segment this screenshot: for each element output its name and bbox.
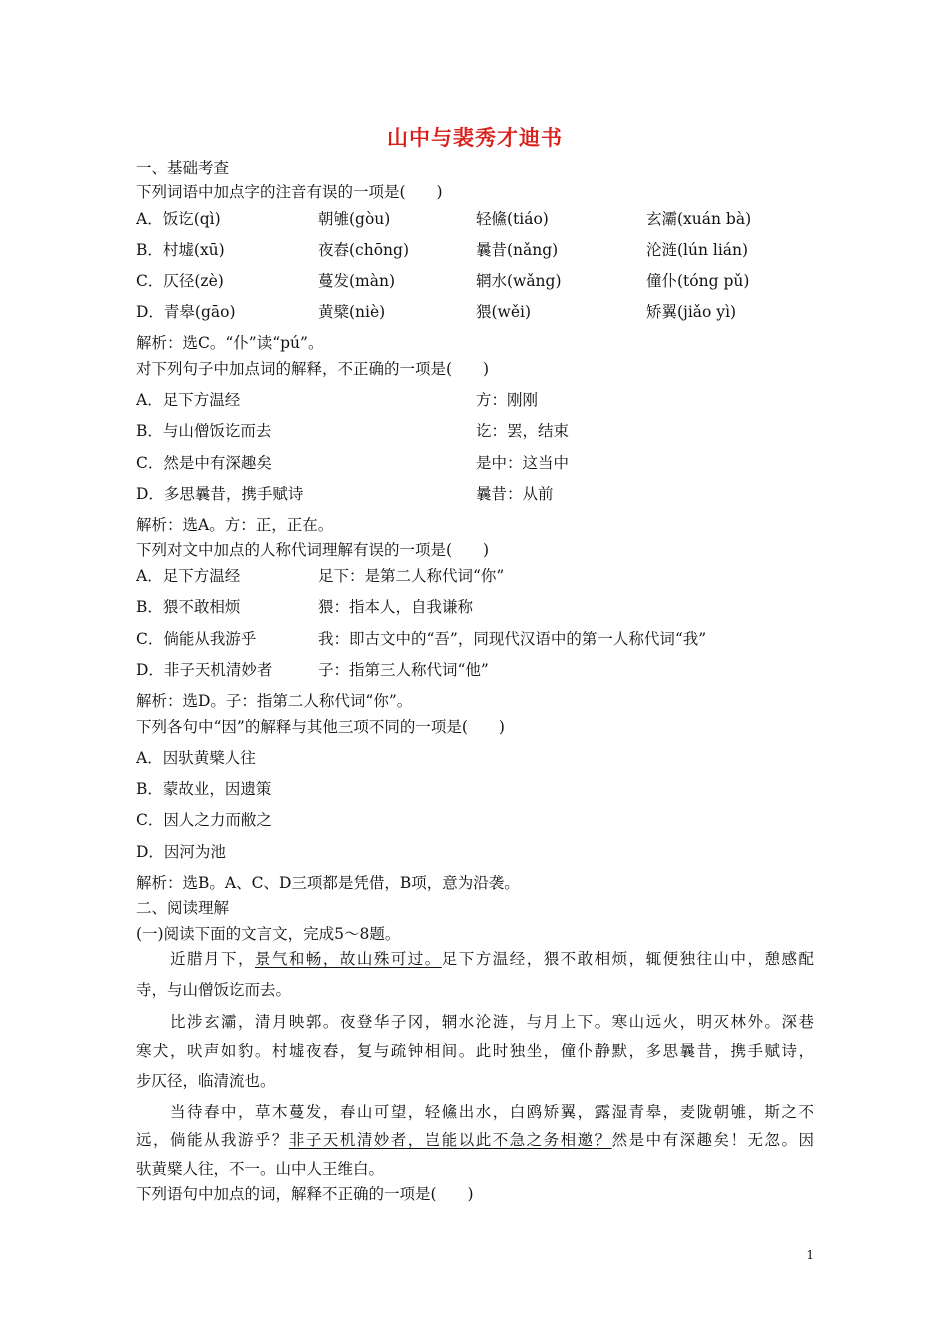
passage-line: 远，倘能从我游乎？非子天机清妙者，岂能以此不急之务相邀？然是中有深趣矣！无忽。因	[136, 1131, 814, 1149]
option-sentence: D．因河为池	[136, 843, 226, 861]
passage-line: 寺，与山僧饭讫而去。	[136, 981, 292, 999]
answer-explanation: 解析：选A。方：正，正在。	[136, 516, 334, 534]
option-cell: B．村墟(xū)	[136, 241, 225, 259]
option-gloss: 足下：是第二人称代词“你”	[318, 567, 505, 585]
option-sentence: B．蒙故业，因遗策	[136, 780, 272, 798]
passage-line: 寒犬，吠声如豹。村墟夜舂，复与疏钟相间。此时独坐，僮仆静默，多思曩昔，携手赋诗，	[136, 1042, 814, 1060]
option-sentence: A．因驮黄檗人往	[136, 749, 256, 767]
option-cell: 僮仆(tóng pǔ)	[646, 272, 750, 290]
option-gloss: 是中：这当中	[476, 454, 570, 472]
option-sentence: D．非子天机清妙者	[136, 661, 273, 679]
option-cell: 黄檗(niè)	[318, 303, 386, 321]
option-cell: 矫翼(jiǎo yì)	[646, 303, 737, 321]
option-sentence: A．足下方温经	[136, 391, 241, 409]
question-stem: 下列语句中加点的词，解释不正确的一项是( )	[136, 1185, 474, 1203]
option-sentence: D．多思曩昔，携手赋诗	[136, 485, 304, 503]
underlined-phrase: 非子天机清妙者，岂能以此不急之务相邀？	[288, 1131, 612, 1149]
option-gloss: 曩昔：从前	[476, 485, 554, 503]
option-cell: A．饭讫(qì)	[136, 210, 221, 228]
passage-line: 驮黄檗人往，不一。山中人王维白。	[136, 1160, 385, 1178]
option-gloss: 子：指第三人称代词“他”	[318, 661, 489, 679]
option-cell: 玄灞(xuán bà)	[646, 210, 752, 228]
answer-explanation: 解析：选D。子：指第二人称代词“你”。	[136, 692, 413, 710]
section-heading: 一、基础考查	[136, 159, 230, 177]
option-cell: 朝雊(gòu)	[318, 210, 391, 228]
option-cell: C．仄径(zè)	[136, 272, 224, 290]
option-sentence: B．与山僧饭讫而去	[136, 422, 272, 440]
option-gloss: 讫：罢，结束	[476, 422, 570, 440]
passage-line: 近腊月下，景气和畅，故山殊可过。足下方温经，猥不敢相烦，辄便独往山中，憩感配	[170, 950, 814, 968]
option-sentence: C．然是中有深趣矣	[136, 454, 272, 472]
option-cell: 猥(wěi)	[476, 303, 531, 321]
option-sentence: B．猥不敢相烦	[136, 598, 241, 616]
option-gloss: 方：刚刚	[476, 391, 539, 409]
option-cell: 轻鯈(tiáo)	[476, 210, 549, 228]
option-gloss: 我：即古文中的“吾”，同现代汉语中的第一人称代词“我”	[318, 630, 707, 648]
passage-line: 步仄径，临清流也。	[136, 1072, 276, 1090]
answer-explanation: 解析：选B。A、C、D三项都是凭借，B项，意为沿袭。	[136, 874, 520, 892]
answer-explanation: 解析：选C。“仆”读“pú”。	[136, 334, 324, 352]
passage-line: 当待春中，草木蔓发，春山可望，轻鯈出水，白鸥矫翼，露湿青皋，麦陇朝雊，斯之不	[170, 1103, 814, 1121]
underlined-phrase: 景气和畅，故山殊可过。	[254, 950, 442, 968]
question-stem: 下列各句中“因”的解释与其他三项不同的一项是( )	[136, 718, 505, 736]
option-cell: 辋水(wǎng)	[476, 272, 562, 290]
option-sentence: A．足下方温经	[136, 567, 241, 585]
question-stem: 下列词语中加点字的注音有误的一项是( )	[136, 183, 443, 201]
option-cell: 夜舂(chōng)	[318, 241, 409, 259]
option-sentence: C．倘能从我游乎	[136, 630, 257, 648]
option-cell: D．青皋(gāo)	[136, 303, 236, 321]
question-stem: 下列对文中加点的人称代词理解有误的一项是( )	[136, 541, 490, 559]
option-cell: 沦涟(lún lián)	[646, 241, 749, 259]
question-stem: 对下列句子中加点词的解释，不正确的一项是( )	[136, 360, 490, 378]
option-cell: 蔓发(màn)	[318, 272, 396, 290]
page-title: 山中与裴秀才迪书	[387, 125, 563, 150]
option-cell: 曩昔(nǎng)	[476, 241, 559, 259]
option-gloss: 猥：指本人，自我谦称	[318, 598, 474, 616]
section-heading: 二、阅读理解	[136, 899, 230, 917]
page-number: 1	[806, 1248, 814, 1262]
passage-line: 比涉玄灞，清月映郭。夜登华子冈，辋水沦涟，与月上下。寒山远火，明灭林外。深巷	[170, 1013, 814, 1031]
option-sentence: C．因人之力而敝之	[136, 811, 272, 829]
reading-intro: (一)阅读下面的文言文，完成5～8题。	[136, 925, 401, 943]
